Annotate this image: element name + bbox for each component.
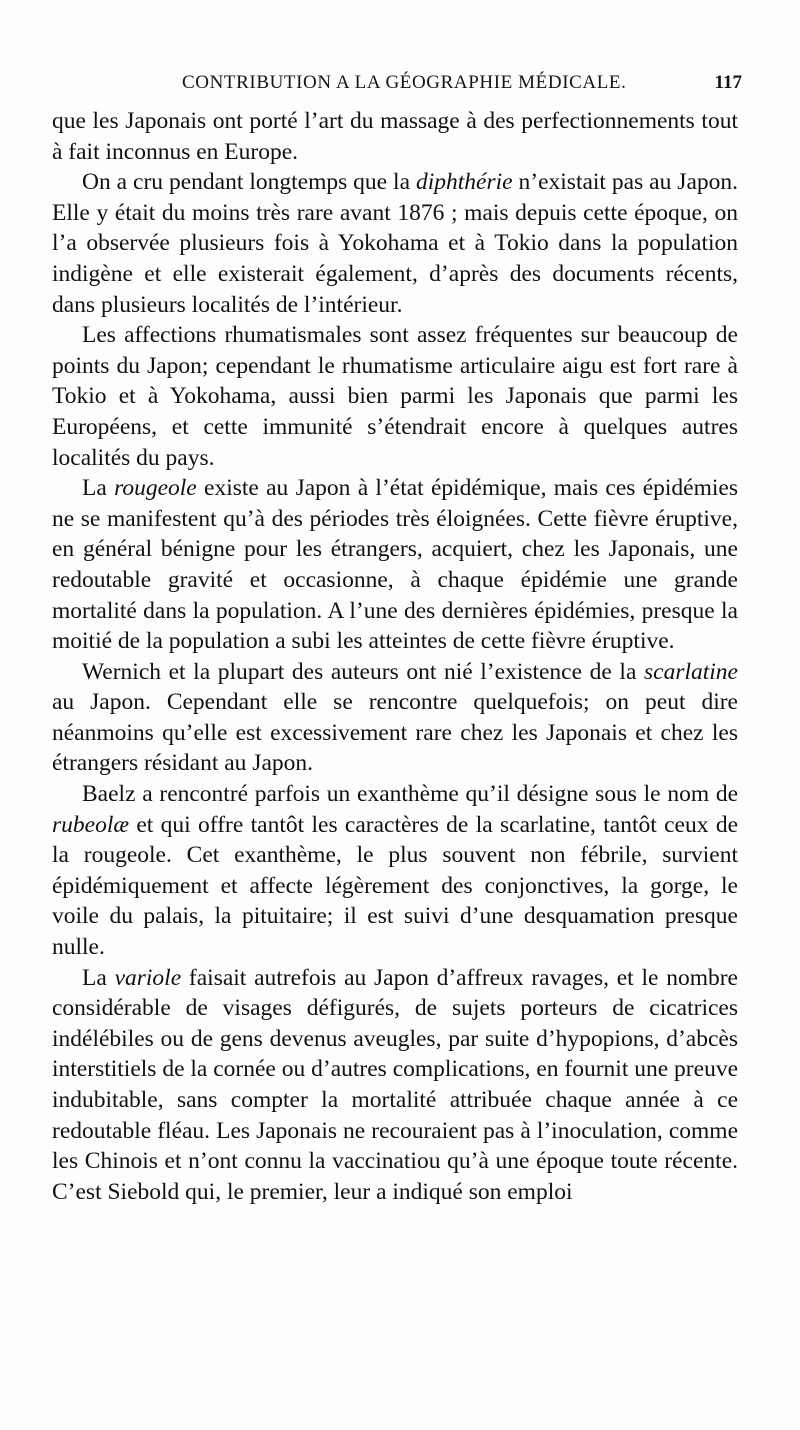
text-run: Baelz a rencontré parfois un exanthème qu’il désigne sous le nom de	[82, 781, 738, 808]
paragraph	[52, 106, 738, 167]
text-run: On a cru pendant longtemps que la	[82, 169, 416, 196]
italic-term: rubeolæ	[52, 811, 130, 838]
text-run: n’existait pas au Japon. Elle y était du moins très rare avant 1876 ; mais depuis cette époque, on l’a observée plusieurs fois à Yokohama et à Tokio dans la population indigène et elle existerait également, d’après des documents récents, dans plusieurs localités de l’intérieur.	[52, 169, 738, 318]
paragraph	[52, 167, 738, 320]
italic-term: scarlatine	[644, 658, 738, 685]
text-run: La	[82, 964, 115, 991]
italic-term: variole	[114, 964, 182, 991]
text-run: Wernich et la plupart des auteurs ont nié l’existence de la	[82, 658, 644, 685]
paragraph	[52, 320, 738, 473]
text-run: faisait autrefois au Japon d’affreux ravages, et le nombre considérable de visages défigurés, de sujets porteurs de cicatrices indélébiles ou de gens devenus aveugles, par suite d’hypopions, d’abcès interstitiels de la cornée ou d’autres complications, en fournit une preuve indubitable, sans compter la mortalité attribuée chaque année à ce redoutable fléau. Les Japonais ne recouraient pas à l’inoculation, comme les Chinois et n’ont connu la vaccinatiou qu’à une époque toute récente. C’est Siebold qui, le premier, leur a indiqué son emploi	[52, 964, 738, 1205]
paragraph	[52, 657, 738, 779]
text-run: Les affections rhumatismales sont assez fréquentes sur beaucoup de points du Japon; cependant le rhumatisme articulaire aigu est fort rare à Tokio et à Yokohama, aussi bien parmi les Japonais que parmi les Européens, et cette immunité s’étendrait encore à quelques autres localités du pays.	[52, 322, 738, 471]
paragraph	[52, 779, 738, 963]
paragraph	[52, 963, 738, 1208]
text-run: existe au Japon à l’état épidémique, mais ces épidémies ne se manifestent qu’à des périodes très éloignées. Cette fièvre éruptive, en général bénigne pour les étrangers, acquiert, chez les Japonais, une redoutable gravité et occasionne, à chaque épidémie une grande mortalité dans la population. A l’une des dernières épidémies, presque la moitié de la population a subi les atteintes de cette fièvre éruptive.	[52, 475, 738, 655]
text-run: La	[82, 475, 115, 502]
running-title: CONTRIBUTION A LA GÉOGRAPHIE MÉDICALE.	[182, 72, 627, 93]
italic-term: rougeole	[114, 475, 197, 502]
page-number: 117	[714, 72, 742, 93]
text-run: au Japon. Cependant elle se rencontre quelquefois; on peut dire néanmoins qu’elle est excessivement rare chez les Japonais et chez les étrangers résidant au Japon.	[52, 689, 738, 777]
paragraph	[52, 473, 738, 657]
text-run: et qui offre tantôt les caractères de la scarlatine, tantôt ceux de la rougeole. Cet exanthème, le plus souvent non fébrile, survient épidémiquement et affecte légèrement des conjonctives, la gorge, le voile du palais, la pituitaire; il est suivi d’une desquamation presque nulle.	[52, 811, 738, 961]
italic-term: diphthérie	[415, 169, 513, 196]
body-text	[52, 106, 738, 1207]
text-run: que les Japonais ont porté l’art du massage à des perfectionnements tout à fait inconnus en Europe.	[52, 108, 738, 165]
running-head	[52, 72, 742, 102]
